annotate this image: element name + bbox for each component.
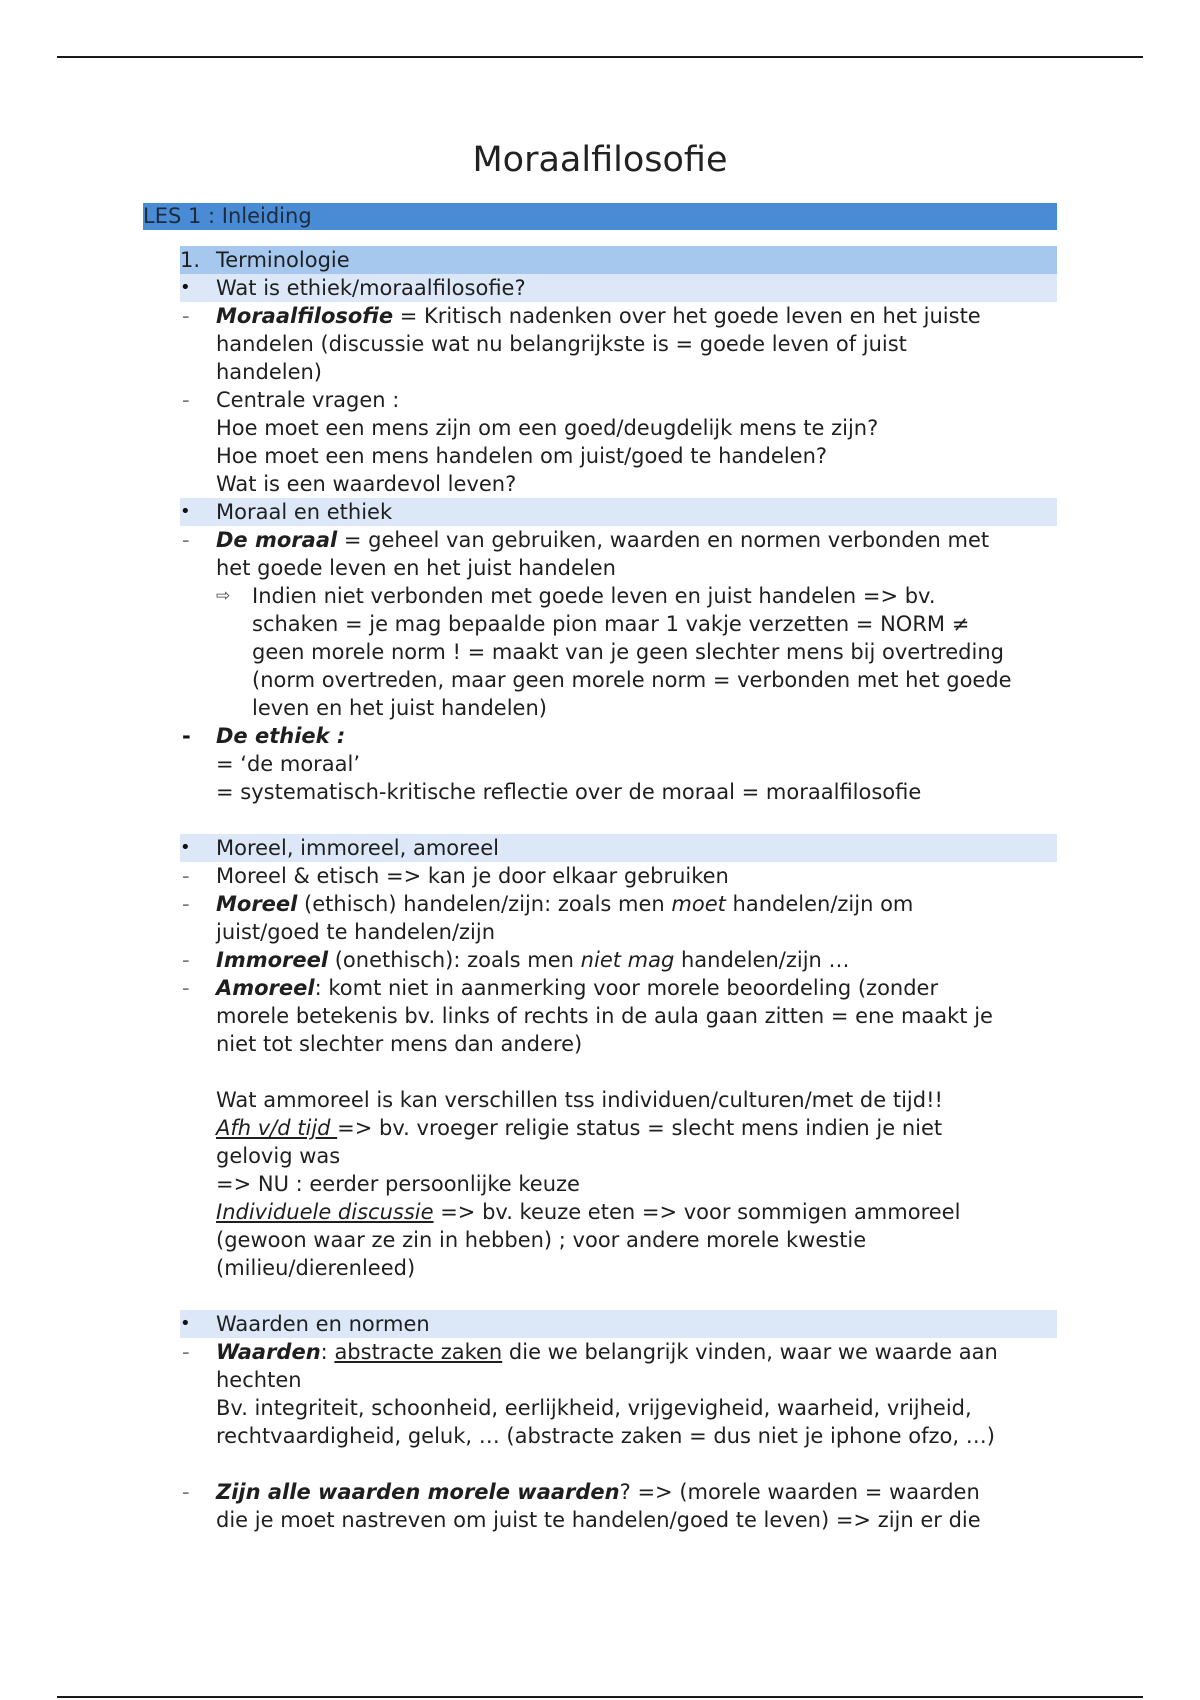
text: juist/goed te handelen/zijn: [216, 920, 496, 944]
bullet-text: Waarden en normen: [216, 1312, 430, 1336]
bullet-heading-moraal: [180, 498, 1057, 526]
text: : komt niet in aanmerking voor morele beoordeling (zonder: [314, 976, 939, 1000]
dash-icon: -: [182, 1480, 190, 1504]
text: schaken = je mag bepaalde pion maar 1 vakje verzetten = NORM ≠: [252, 612, 970, 636]
spacer: [180, 1058, 1057, 1086]
text: => bv. vroeger religie status = slecht mens indien je niet: [337, 1116, 943, 1140]
item-zijn-alle-waarden: [180, 1478, 1057, 1534]
item-centrale-vragen: [180, 386, 1057, 498]
text: Moreel & etisch => kan je door elkaar gebruiken: [216, 864, 729, 888]
text: :: [320, 1340, 335, 1364]
bottom-rule: [57, 1696, 1143, 1698]
text: Centrale vragen :: [216, 388, 400, 412]
text: geen morele norm ! = maakt van je geen slechter mens bij overtreding: [252, 640, 1004, 664]
item-moreel: [180, 890, 1057, 946]
spacer: [180, 1450, 1057, 1478]
text: Wat is een waardevol leven?: [216, 472, 517, 496]
text: gelovig was: [216, 1144, 341, 1168]
underlined-text: abstracte zaken: [334, 1340, 503, 1364]
text: leven en het juist handelen): [252, 696, 547, 720]
text: Wat ammoreel is kan verschillen tss individuen/culturen/met de tijd!!: [216, 1088, 943, 1112]
term: Amoreel: [216, 976, 315, 1000]
bullet-icon: •: [180, 837, 191, 858]
bullet-icon: •: [180, 277, 191, 298]
bullet-heading-moreel: [180, 834, 1057, 862]
item-amoreel: [180, 974, 1057, 1058]
text: (milieu/dierenleed): [216, 1256, 416, 1280]
text: handelen): [216, 360, 322, 384]
item-moreel-etisch: [180, 862, 1057, 890]
section-heading: [180, 246, 1057, 274]
document-body: [180, 246, 1057, 1534]
dash-icon: -: [182, 864, 190, 888]
text: = ‘de moraal’: [216, 752, 361, 776]
term: De moraal: [216, 528, 338, 552]
text: => NU : eerder persoonlijke keuze: [216, 1172, 580, 1196]
dash-icon: -: [182, 304, 190, 328]
dash-icon: -: [182, 948, 190, 972]
text: Bv. integriteit, schoonheid, eerlijkheid, vrijgevigheid, waarheid, vrijheid,: [216, 1396, 972, 1420]
underlined-text: Afh v/d tijd: [216, 1116, 338, 1140]
text: die we belangrijk vinden, waar we waarde aan: [502, 1340, 998, 1364]
text: Hoe moet een mens zijn om een goed/deugdelijk mens te zijn?: [216, 416, 879, 440]
term: Moreel: [216, 892, 298, 916]
dash-icon: -: [182, 1340, 190, 1364]
term: Zijn alle waarden morele waarden: [216, 1480, 620, 1504]
text: = systematisch-kritische reflectie over de moraal = moraalfilosofie: [216, 780, 922, 804]
text: = geheel van gebruiken, waarden en normen verbonden met: [337, 528, 990, 552]
bullet-heading-waarden: [180, 1310, 1057, 1338]
text: (ethisch) handelen/zijn: zoals men: [297, 892, 672, 916]
text: Indien niet verbonden met goede leven en juist handelen => bv.: [252, 584, 936, 608]
text: handelen (discussie wat nu belangrijkste is = goede leven of juist: [216, 332, 907, 356]
term: De ethiek :: [216, 724, 346, 748]
text: hechten: [216, 1368, 302, 1392]
term: Immoreel: [216, 948, 329, 972]
top-rule: [57, 56, 1143, 58]
text: (onethisch): zoals men: [328, 948, 581, 972]
emphasis: moet: [671, 892, 726, 916]
bullet-icon: •: [180, 1313, 191, 1334]
item-moraalfilosofie: [180, 302, 1057, 386]
spacer: [180, 1282, 1057, 1310]
dash-icon: -: [182, 976, 190, 1000]
bullet-heading-ethiek: [180, 274, 1057, 302]
text: (norm overtreden, maar geen morele norm = verbonden met het goede: [252, 668, 1012, 692]
emphasis: niet mag: [580, 948, 675, 972]
bullet-text: Wat is ethiek/moraalfilosofie?: [216, 276, 526, 300]
bullet-text: Moraal en ethiek: [216, 500, 393, 524]
text: morele betekenis bv. links of rechts in de aula gaan zitten = ene maakt je: [216, 1004, 993, 1028]
text: die je moet nastreven om juist te handelen/goed te leven) => zijn er die: [216, 1508, 981, 1532]
dash-icon: -: [182, 724, 191, 748]
text: handelen/zijn …: [674, 948, 850, 972]
text: (gewoon waar ze zin in hebben) ; voor andere morele kwestie: [216, 1228, 867, 1252]
section-title: Terminologie: [216, 248, 350, 272]
text: rechtvaardigheid, geluk, … (abstracte zaken = dus niet je iphone ofzo, …): [216, 1424, 995, 1448]
term: Moraalfilosofie: [216, 304, 394, 328]
underlined-text: Individuele discussie: [216, 1200, 434, 1224]
term: Waarden: [216, 1340, 321, 1364]
page-title: Moraalfilosofie: [472, 140, 728, 180]
item-de-ethiek: [180, 722, 1057, 806]
item-de-moraal: [180, 526, 1057, 582]
bullet-text: Moreel, immoreel, amoreel: [216, 836, 499, 860]
text: = Kritisch nadenken over het goede leven en het juiste: [393, 304, 981, 328]
item-waarden: [180, 1338, 1057, 1450]
dash-icon: -: [182, 388, 190, 412]
text: ? => (morele waarden = waarden: [619, 1480, 980, 1504]
bullet-icon: •: [180, 501, 191, 522]
lesson-heading: LES 1 : Inleiding: [143, 203, 1057, 230]
paragraph-ammoreel: [180, 1086, 1057, 1282]
text: handelen/zijn om: [725, 892, 914, 916]
text: Hoe moet een mens handelen om juist/goed te handelen?: [216, 444, 828, 468]
spacer: [180, 806, 1057, 834]
item-immoreel: [180, 946, 1057, 974]
text: het goede leven en het juist handelen: [216, 556, 616, 580]
sub-item-indien: [180, 582, 1057, 722]
arrow-icon: ⇨: [216, 586, 231, 606]
dash-icon: -: [182, 892, 190, 916]
dash-icon: -: [182, 528, 190, 552]
text: => bv. keuze eten => voor sommigen ammoreel: [433, 1200, 961, 1224]
text: niet tot slechter mens dan andere): [216, 1032, 583, 1056]
section-number: 1.: [180, 248, 201, 272]
